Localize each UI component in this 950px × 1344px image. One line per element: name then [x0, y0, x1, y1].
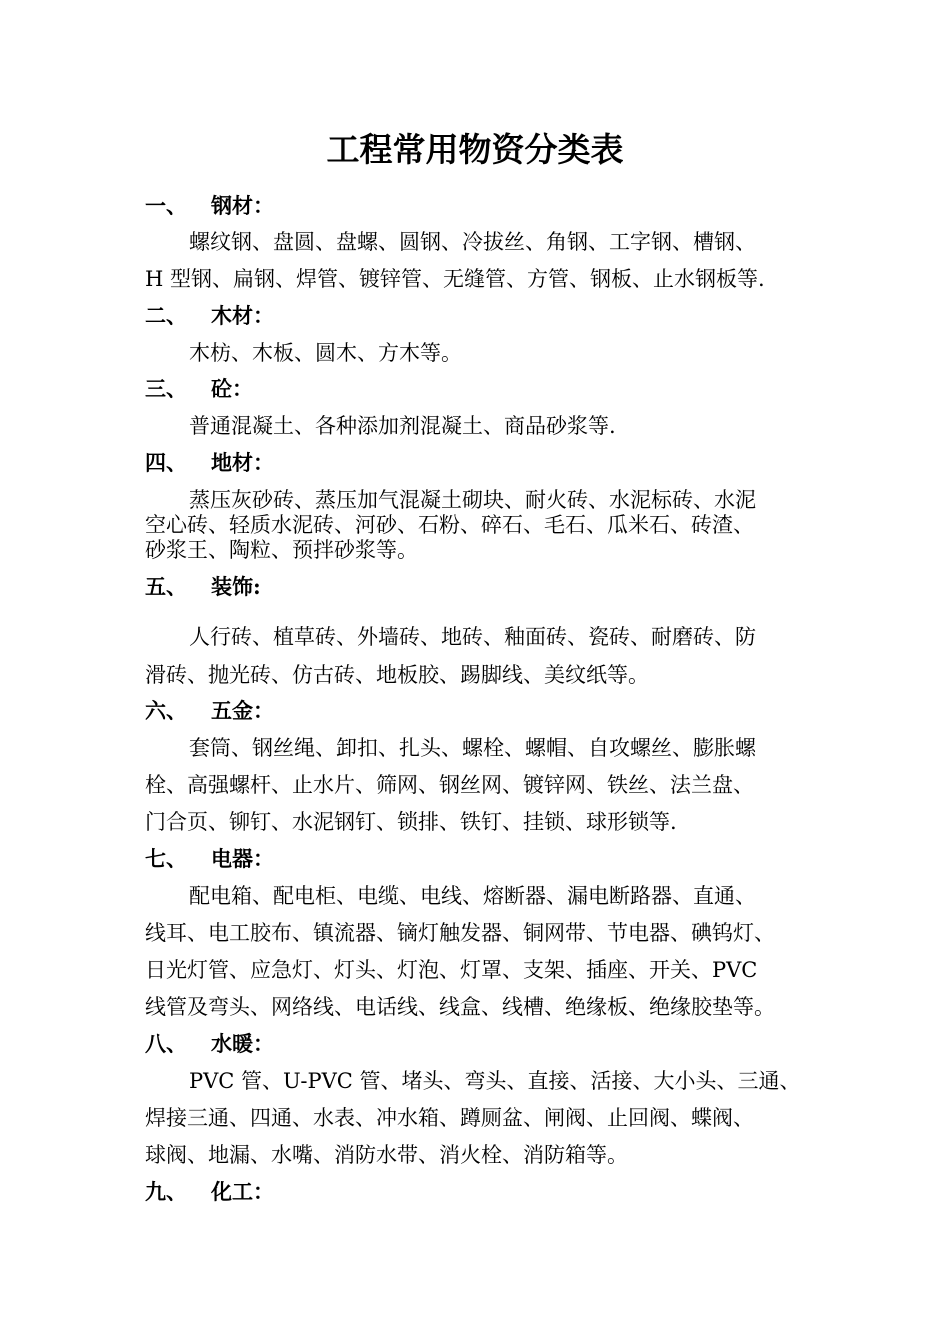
paragraph-line: H 型钢、扁钢、焊管、镀锌管、无缝管、方管、钢板、止水钢板等.	[145, 267, 765, 291]
section-heading-hardware	[145, 696, 274, 726]
section-heading-steel	[145, 191, 274, 221]
paragraph-line: 线管及弯头、网络线、电话线、线盒、线槽、绝缘板、绝缘胶垫等。	[145, 995, 775, 1019]
section-heading-decoration	[145, 572, 261, 602]
paragraph-line: 人行砖、植草砖、外墙砖、地砖、釉面砖、瓷砖、耐磨砖、防	[189, 625, 756, 649]
section-name: 水暖：	[211, 1031, 274, 1056]
paragraph-line: 焊接三通、四通、水表、冲水箱、蹲厕盆、闸阀、止回阀、蝶阀、	[145, 1106, 754, 1130]
section-name: 木材：	[211, 303, 274, 328]
section-number: 四、	[145, 450, 187, 475]
section-number: 五、	[145, 574, 187, 599]
paragraph-line: 蒸压灰砂砖、蒸压加气混凝土砌块、耐火砖、水泥标砖、水泥	[189, 488, 756, 512]
section-name: 电器：	[211, 846, 274, 871]
paragraph-line: 线耳、电工胶布、镇流器、镝灯触发器、铜网带、节电器、碘钨灯、	[145, 921, 775, 945]
paragraph-line: 门合页、铆钉、水泥钢钉、锁排、铁钉、挂锁、球形锁等.	[145, 810, 677, 834]
section-heading-concrete	[145, 374, 253, 404]
section-name: 装饰:	[211, 574, 261, 599]
section-name: 砼：	[211, 376, 253, 401]
section-name: 化工：	[211, 1179, 274, 1204]
section-name: 地材：	[211, 450, 274, 475]
paragraph-line: PVC 管、U-PVC 管、堵头、弯头、直接、活接、大小头、三通、	[189, 1069, 801, 1093]
section-number: 九、	[145, 1179, 187, 1204]
section-number: 六、	[145, 698, 187, 723]
paragraph-line: 滑砖、抛光砖、仿古砖、地板胶、踢脚线、美纹纸等。	[145, 663, 649, 687]
paragraph-line: 螺纹钢、盘圆、盘螺、圆钢、冷拔丝、角钢、工字钢、槽钢、	[189, 230, 756, 254]
page-title: 工程常用物资分类表	[326, 130, 624, 169]
paragraph-line: 日光灯管、应急灯、灯头、灯泡、灯罩、支架、插座、开关、PVC	[145, 958, 758, 982]
section-number: 一、	[145, 193, 187, 218]
section-heading-plumbing	[145, 1029, 274, 1059]
paragraph-line: 木枋、木板、圆木、方木等。	[189, 341, 462, 365]
section-heading-chemical	[145, 1177, 274, 1207]
paragraph-line: 普通混凝土、各种添加剂混凝土、商品砂浆等.	[189, 414, 616, 438]
section-number: 二、	[145, 303, 187, 328]
section-heading-wood	[145, 301, 274, 331]
section-name: 五金：	[211, 698, 274, 723]
section-number: 三、	[145, 376, 187, 401]
paragraph-line: 砂浆王、陶粒、预拌砂浆等。	[145, 538, 418, 562]
paragraph-line: 空心砖、轻质水泥砖、河砂、石粉、碎石、毛石、瓜米石、砖渣、	[145, 513, 754, 537]
section-number: 八、	[145, 1031, 187, 1056]
paragraph-line: 球阀、地漏、水嘴、消防水带、消火栓、消防箱等。	[145, 1143, 628, 1167]
section-heading-ground-materials	[145, 448, 274, 478]
paragraph-line: 栓、高强螺杆、止水片、筛网、钢丝网、镀锌网、铁丝、法兰盘、	[145, 773, 754, 797]
paragraph-line: 套筒、钢丝绳、卸扣、扎头、螺栓、螺帽、自攻螺丝、膨胀螺	[189, 736, 756, 760]
section-name: 钢材：	[211, 193, 274, 218]
section-heading-electrical	[145, 844, 274, 874]
section-number: 七、	[145, 846, 187, 871]
paragraph-line: 配电箱、配电柜、电缆、电线、熔断器、漏电断路器、直通、	[189, 884, 756, 908]
